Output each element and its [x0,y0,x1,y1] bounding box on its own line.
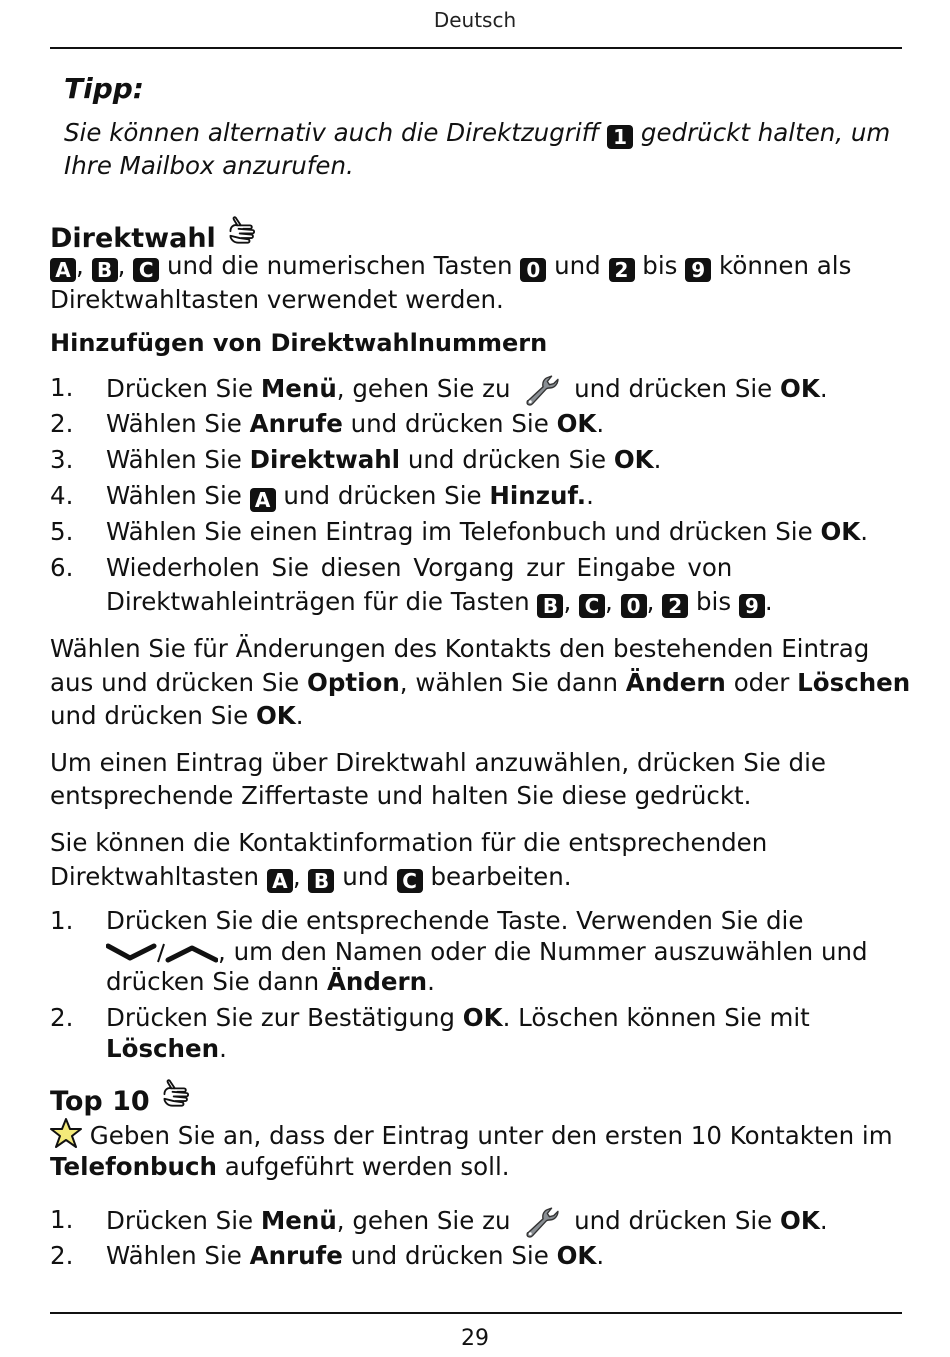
subheading-add-speed-dial: Hinzufügen von Direktwahlnummern [50,329,548,357]
text: und [342,862,389,891]
ok-label: OK [255,701,296,730]
text: und drücken Sie [50,701,249,730]
key-9: 9 [685,258,711,282]
text: Wählen Sie einen Eintrag im Telefonbuch und drücken Sie [106,517,813,546]
top10-line-1 [50,1118,893,1151]
edit-step-1-line-2 [106,937,868,967]
text: . [860,517,869,546]
text: Wählen Sie [106,445,242,474]
text: , gehen Sie zu [336,374,511,403]
text: und drücken Sie [574,1206,773,1235]
key-a: A [50,258,76,282]
step-1 [106,373,828,407]
step-number: 2. [50,409,74,438]
edit-step-2-line-2 [106,1034,227,1064]
text: . Löschen können Sie mit [502,1003,810,1032]
ok-label: OK [556,1241,597,1270]
key-2: 2 [662,594,688,618]
direktwahl-heading [50,215,259,254]
direktwahl-label: Direktwahl [249,445,401,474]
direktwahl-title: Direktwahl [50,223,216,254]
text: Drücken Sie zur Bestätigung [106,1003,455,1032]
wrench-icon [518,1205,566,1239]
hand-pointer-icon [159,1078,193,1108]
para2-line-1: Um einen Eintrag über Direktwahl anzuwählen, drücken Sie die [50,748,826,777]
option-label: Option [307,668,400,697]
text: und drücken Sie [350,409,549,438]
key-c: C [397,869,423,893]
header-rule [50,47,902,49]
text: Drücken Sie [106,374,254,403]
step-number: 2. [50,1241,74,1270]
step-number: 3. [50,445,74,474]
text: . [219,1034,227,1063]
tip-text-b: gedrückt halten, um [640,118,891,147]
key-a: A [250,488,276,512]
key-2: 2 [609,258,635,282]
key-b: B [92,258,118,282]
menu-label: Menü [260,374,337,403]
anrufe-label: Anrufe [249,409,343,438]
star-icon [50,1118,82,1148]
para3-line-2: Direktwahltasten A , B und C bearbeiten. [50,862,572,893]
tip-line-2: Ihre Mailbox anzurufen. [64,151,354,180]
loeschen-label: Löschen [106,1034,220,1063]
text: , wählen Sie dann [399,668,618,697]
step-4 [106,481,594,512]
step-number: 1. [50,373,74,402]
text: und die numerischen Tasten [166,251,513,280]
step-6-line-2: Direktwahleinträgen für die Tasten B , C , 0 , 2 bis 9 . [106,587,773,618]
text: bearbeiten. [430,862,572,891]
hinzuf-label: Hinzuf. [489,481,587,510]
arrow-down-up-icon [106,940,218,966]
para1-line-1: Wählen Sie für Änderungen des Kontakts den bestehenden Eintrag [50,634,870,663]
key-1: 1 [607,125,633,149]
wrench-icon [518,373,566,407]
step-number: 1. [50,906,74,935]
key-c: C [579,594,605,618]
text: bis [695,587,732,616]
step-3 [106,445,661,475]
text: und drücken Sie [283,481,482,510]
text: Drücken Sie [106,1206,254,1235]
step-5 [106,517,868,547]
text: und drücken Sie [407,445,607,474]
text: aufgeführt werden soll. [224,1152,510,1181]
text: . [427,967,435,996]
key-0: 0 [621,594,647,618]
para3-line-1: Sie können die Kontaktinformation für die entsprechenden [50,828,768,857]
top10-line-2 [50,1152,510,1182]
top10-step-2 [106,1241,604,1271]
text: und drücken Sie [574,374,773,403]
menu-label: Menü [260,1206,337,1235]
text: Direktwahltasten [50,862,260,891]
ok-label: OK [613,445,654,474]
ok-label: OK [462,1003,503,1032]
direktwahl-para-line-2: Direktwahltasten verwendet werden. [50,285,504,314]
text: , um den Namen oder die Nummer auszuwählen und [218,937,868,966]
aendern-label: Ändern [326,967,428,996]
para1-line-2 [50,668,910,698]
text: . [295,701,304,730]
tip-text-a: Sie können alternativ auch die Direktzugriff [64,118,600,147]
text: bis [642,251,678,280]
top10-step-1 [106,1205,828,1239]
text: Direktwahleinträgen für die Tasten [106,587,530,616]
key-c: C [133,258,159,282]
footer-rule [50,1312,902,1314]
text: aus und drücken Sie [50,668,300,697]
top10-title: Top 10 [50,1086,150,1117]
tip-title: Tipp: [64,72,144,105]
step-number: 4. [50,481,74,510]
step-number: 6. [50,553,74,582]
edit-step-1-line-1: Drücken Sie die entsprechende Taste. Verwenden Sie die [106,906,804,935]
text: Wählen Sie [106,1241,242,1270]
text: Wählen Sie [106,481,242,510]
key-b: B [308,869,334,893]
text: drücken Sie dann [106,967,320,996]
text: oder [733,668,790,697]
ok-label: OK [780,374,820,403]
text: , gehen Sie zu [336,1206,511,1235]
hand-pointer-icon [225,215,259,245]
text: und [554,251,601,280]
text: . [764,587,773,616]
top10-heading [50,1078,193,1117]
text: und drücken Sie [350,1241,549,1270]
text: . [653,445,662,474]
ok-label: OK [556,409,597,438]
aendern-label: Ändern [625,668,726,697]
key-b: B [537,594,563,618]
step-number: 2. [50,1003,74,1032]
step-6-line-1: Wiederholen Sie diesen Vorgang zur Eingabe von [106,553,733,582]
telefonbuch-label: Telefonbuch [50,1152,217,1181]
key-0: 0 [520,258,546,282]
page-header: Deutsch [433,8,517,32]
text: . [586,481,594,510]
page-number: 29 [461,1326,489,1351]
tip-line-1 [64,118,890,149]
key-9: 9 [739,594,765,618]
text: Wählen Sie [106,409,242,438]
text: Geben Sie an, dass der Eintrag unter den ersten 10 Kontakten im [89,1121,893,1150]
text: können als [719,251,852,280]
step-number: 1. [50,1205,74,1234]
ok-label: OK [780,1206,820,1235]
text: . [596,1241,605,1270]
text: . [596,409,605,438]
anrufe-label: Anrufe [249,1241,343,1270]
para1-line-3 [50,701,304,731]
key-a: A [267,869,293,893]
step-number: 5. [50,517,74,546]
text: . [819,374,828,403]
text: . [819,1206,828,1235]
edit-step-2-line-1 [106,1003,810,1033]
loeschen-label: Löschen [797,668,911,697]
direktwahl-para-line-1: A , B , C und die numerischen Tasten 0 und 2 bis 9 können als [50,251,851,282]
ok-label: OK [820,517,861,546]
para2-line-2: entsprechende Ziffertaste und halten Sie diese gedrückt. [50,781,752,810]
edit-step-1-line-3 [106,967,435,997]
step-2 [106,409,604,439]
